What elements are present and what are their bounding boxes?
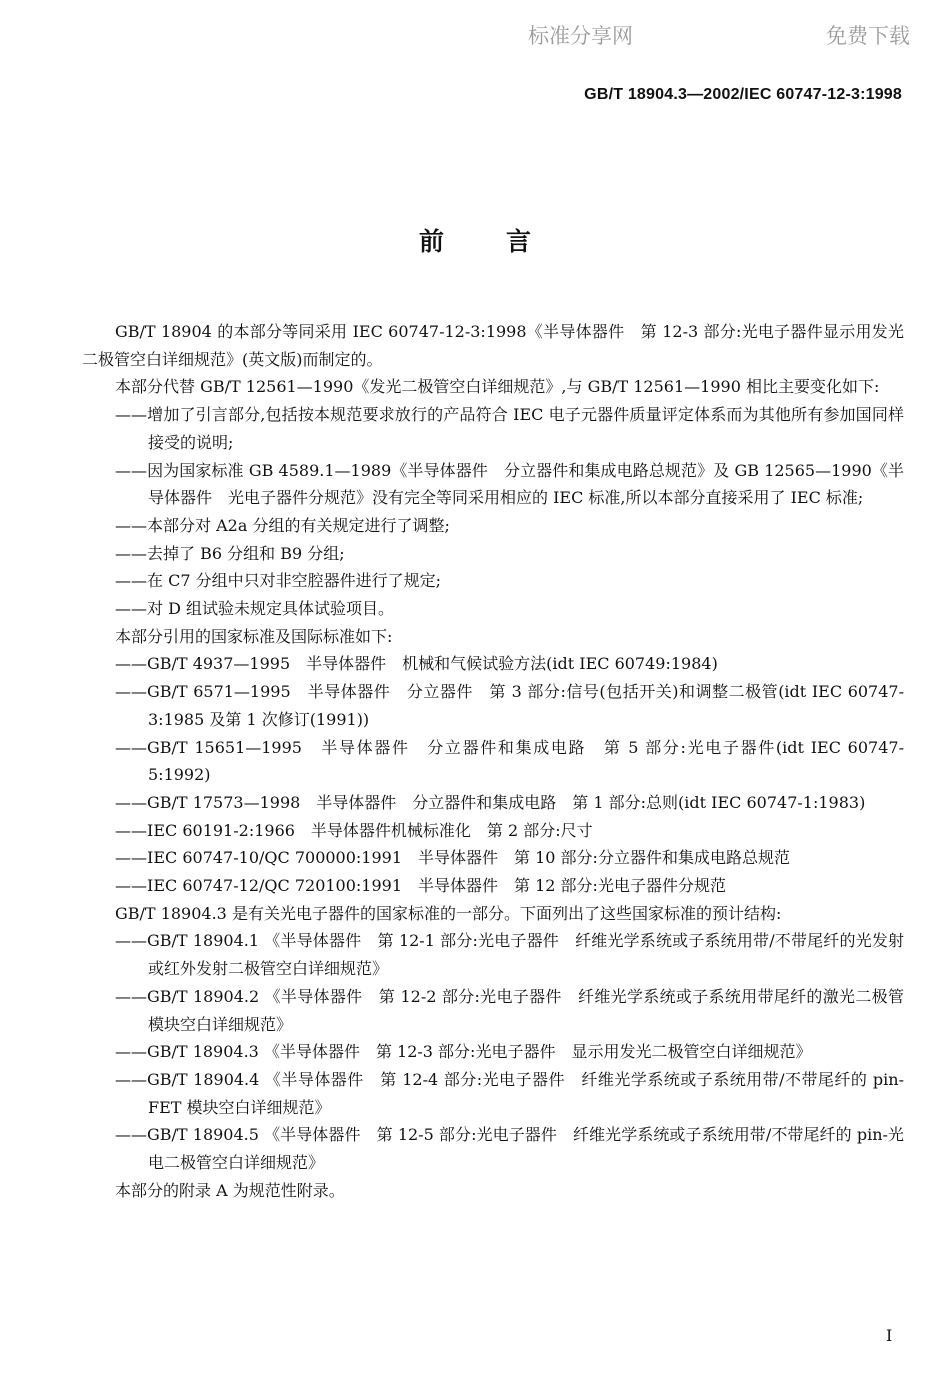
references-heading: 本部分引用的国家标准及国际标准如下: [115,626,393,646]
list-item: ——IEC 60747-10/QC 700000:1991 半导体器件 第 10 部分:分立器件和集成电路总规范 [115,848,790,868]
list-item: ——去掉了 B6 分组和 B9 分组; [115,543,345,563]
list-item: ——GB/T 18904.2 《半导体器件 第 12-2 部分:光电子器件 纤维光学系统或子系统用带尾纤的激光二极管模块空白详细规范》 [115,986,904,1034]
list-item: ——GB/T 4937—1995 半导体器件 机械和气候试验方法(idt IEC 60749:1984) [115,654,718,674]
list-item: ——GB/T 18904.5 《半导体器件 第 12-5 部分:光电子器件 纤维光学系统或子系统用带/不带尾纤的 pin-光电二极管空白详细规范》 [115,1125,904,1173]
annex-note: 本部分的附录 A 为规范性附录。 [115,1180,345,1200]
list-item: ——GB/T 6571—1995 半导体器件 分立器件 第 3 部分:信号(包括开关)和调整二极管(idt IEC 60747-3:1985 及第 1 次修订(1991)) [115,682,904,729]
list-item: ——GB/T 15651—1995 半导体器件 分立器件和集成电路 第 5 部分:光电子器件(idt IEC 60747-5:1992) [115,737,904,785]
list-item: ——对 D 组试验未规定具体试验项目。 [115,599,395,619]
list-item: ——GB/T 17573—1998 半导体器件 分立器件和集成电路 第 1 部分:总则(idt IEC 60747-1:1983) [115,792,866,812]
watermark-left: 标准分享网 [528,24,633,48]
structure-list [82,927,904,1176]
standard-number: GB/T 18904.3—2002/IEC 60747-12-3:1998 [584,86,902,103]
replacement-paragraph: 本部分代替 GB/T 12561—1990《发光二极管空白详细规范》,与 GB/T 12561—1990 相比主要变化如下: [115,377,880,397]
page-number: I [886,1326,893,1345]
list-item: ——IEC 60747-12/QC 720100:1991 半导体器件 第 12 部分:光电子器件分规范 [115,876,726,896]
structure-heading: GB/T 18904.3 是有关光电子器件的国家标准的一部分。下面列出了这些国家标准的预计结构: [115,903,782,923]
intro-paragraph: GB/T 18904 的本部分等同采用 IEC 60747-12-3:1998《半导体器件 第 12-3 部分:光电子器件显示用发光二极管空白详细规范》(英文版)而制定的。 [82,322,904,369]
list-item: ——IEC 60191-2:1966 半导体器件机械标准化 第 2 部分:尺寸 [115,820,593,840]
list-item: ——GB/T 18904.1 《半导体器件 第 12-1 部分:光电子器件 纤维光学系统或子系统用带/不带尾纤的光发射或红外发射二极管空白详细规范》 [115,931,904,979]
list-item: ——增加了引言部分,包括按本规范要求放行的产品符合 IEC 电子元器件质量评定体系而为其他所有参加国同样接受的说明; [115,405,904,452]
changes-list [82,401,904,623]
list-item: ——在 C7 分组中只对非空腔器件进行了规定; [115,571,441,591]
watermark-right: 免费下载 [826,24,910,48]
list-item: ——因为国家标准 GB 4589.1—1989《半导体器件 分立器件和集成电路总规范》及 GB 12565—1990《半导体器件 光电子器件分规范》没有完全等同采用相应的 IEC 标准,所以本部分直接采用了 IEC 标准; [115,460,904,508]
list-item: ——GB/T 18904.4 《半导体器件 第 12-4 部分:光电子器件 纤维光学系统或子系统用带/不带尾纤的 pin-FET 模块空白详细规范》 [115,1069,904,1117]
list-item: ——本部分对 A2a 分组的有关规定进行了调整; [115,515,450,535]
references-list [82,650,904,899]
page-title: 前言 [418,227,593,256]
document-body [82,318,904,1205]
list-item: ——GB/T 18904.3 《半导体器件 第 12-3 部分:光电子器件 显示用发光二极管空白详细规范》 [115,1042,812,1062]
